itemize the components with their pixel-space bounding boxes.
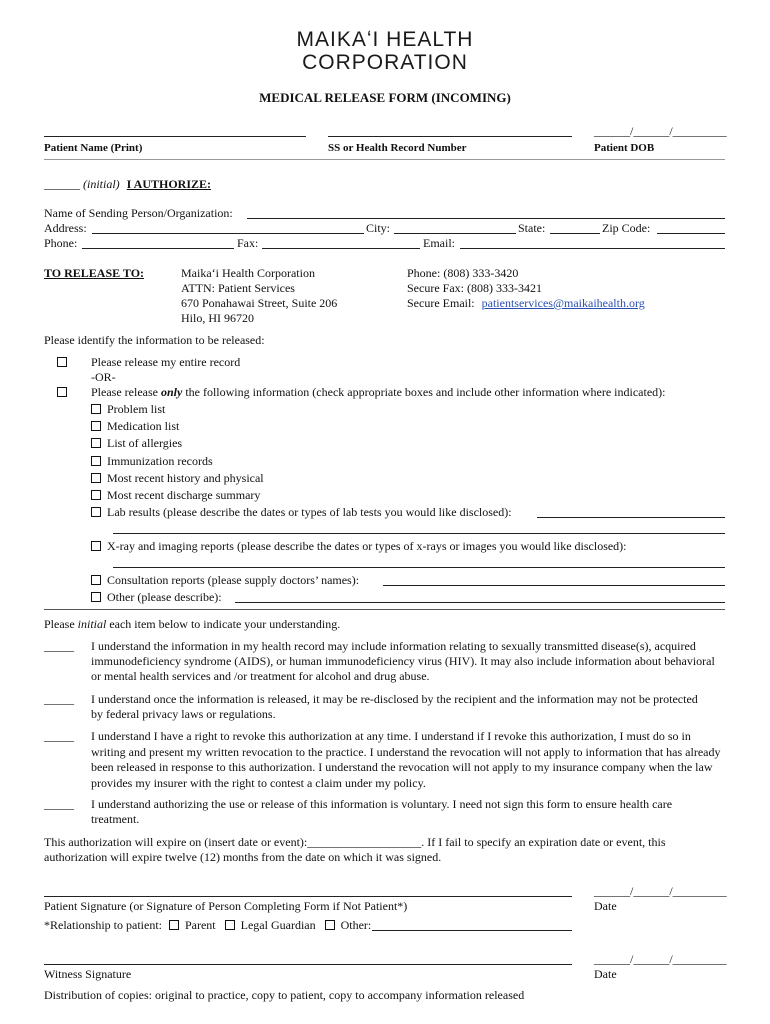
history-physical-checkbox[interactable] xyxy=(91,473,101,483)
release-email-label: Secure Email: xyxy=(407,296,475,310)
xray-checkbox[interactable] xyxy=(91,541,101,551)
immunization-item[interactable]: Immunization records xyxy=(91,454,213,469)
statement-1-text: I understand the information in my health record may include information relating to sexually transmitted disease(s), acquired immunodeficiency syndrome (AIDS), or human immunodeficiency virus (HIV). It may also include information about behavioral or mental health services and /or treatment for alcohol and drug abuse. xyxy=(91,639,715,683)
ss-record-field[interactable] xyxy=(328,136,572,137)
xray-field[interactable] xyxy=(113,567,725,568)
guardian-label: Legal Guardian xyxy=(240,918,316,932)
section-divider-2 xyxy=(44,609,725,610)
patient-signature-label: Patient Signature (or Signature of Person Completing Form if Not Patient*) xyxy=(44,899,408,913)
authorize-initial-text: (initial) xyxy=(83,177,120,191)
statement-3-initial-field[interactable]: _____ xyxy=(44,729,74,743)
statement-2-initial-field[interactable]: _____ xyxy=(44,692,74,706)
entire-record-label: Please release my entire record xyxy=(91,355,241,369)
fax-label: Fax: xyxy=(237,236,259,250)
patient-dob-label: Patient DOB xyxy=(594,142,655,154)
only-following-checkbox[interactable] xyxy=(57,387,67,397)
statement-4-initial-field[interactable]: _____ xyxy=(44,797,74,811)
lab-results-field[interactable] xyxy=(537,517,725,518)
release-city: Hilo, HI 96720 xyxy=(181,311,254,325)
problem-list-item[interactable]: Problem list xyxy=(91,402,165,417)
witness-date-field[interactable]: ______/______/_________ xyxy=(594,952,727,966)
identify-label: Please identify the information to be released: xyxy=(44,333,265,347)
authorize-line xyxy=(44,177,211,192)
ss-record-label: SS or Health Record Number xyxy=(328,142,467,154)
city-label: City: xyxy=(366,221,391,235)
other-field[interactable] xyxy=(235,602,725,603)
distribution-text: Distribution of copies: original to practice, copy to patient, copy to accompany information released xyxy=(44,988,525,1002)
sending-name-field[interactable] xyxy=(247,218,725,219)
consult-field[interactable] xyxy=(383,585,725,586)
release-street: 670 Ponahawai Street, Suite 206 xyxy=(181,296,338,310)
xray-item[interactable]: X-ray and imaging reports (please describe the dates or types of x-rays or images you would like disclosed): xyxy=(91,539,627,554)
patient-name-field[interactable] xyxy=(44,136,306,137)
patient-name-label: Patient Name (Print) xyxy=(44,142,143,154)
other-relationship-checkbox[interactable] xyxy=(325,920,335,930)
logo-line-1: MAIKAʻI HEALTH xyxy=(296,28,474,51)
email-label: Email: xyxy=(423,236,455,250)
initial-prompt: Please initial each item below to indicate your understanding. xyxy=(44,617,341,631)
witness-signature-field[interactable] xyxy=(44,964,572,965)
city-field[interactable] xyxy=(394,233,516,234)
entire-record-checkbox[interactable] xyxy=(57,357,67,367)
sending-name-label: Name of Sending Person/Organization: xyxy=(44,206,233,220)
relationship-label: *Relationship to patient: xyxy=(44,918,162,932)
other-item[interactable]: Other (please describe): xyxy=(91,590,222,605)
patient-signature-field[interactable] xyxy=(44,896,572,897)
lab-results-field-2[interactable] xyxy=(113,533,725,534)
statement-2-text: I understand once the information is released, it may be re-disclosed by the recipient and the information may not be protected by federal privacy laws or regulations. xyxy=(91,692,698,721)
witness-signature-label: Witness Signature xyxy=(44,967,132,981)
guardian-checkbox[interactable] xyxy=(225,920,235,930)
lab-results-item[interactable]: Lab results (please describe the dates or types of lab tests you would like disclosed): xyxy=(91,505,512,520)
phone-field[interactable] xyxy=(82,248,234,249)
other-checkbox[interactable] xyxy=(91,592,101,602)
consult-checkbox[interactable] xyxy=(91,575,101,585)
section-divider xyxy=(44,159,725,160)
allergies-checkbox[interactable] xyxy=(91,438,101,448)
expiry-text: This authorization will expire on (insert date or event):___________________. If I fail to specify an expiration date or event, this authorization will expire twelve (12) months from the date on which it was signed. xyxy=(44,835,666,864)
history-physical-item[interactable]: Most recent history and physical xyxy=(91,471,264,486)
discharge-summary-item[interactable]: Most recent discharge summary xyxy=(91,488,260,503)
release-attn: ATTN: Patient Services xyxy=(181,281,295,295)
address-field[interactable] xyxy=(92,233,364,234)
release-org: Maikaʻi Health Corporation xyxy=(181,266,315,280)
problem-list-checkbox[interactable] xyxy=(91,404,101,414)
medication-list-item[interactable]: Medication list xyxy=(91,419,179,434)
patient-dob-field[interactable]: ______/______/_________ xyxy=(594,124,727,138)
lab-results-checkbox[interactable] xyxy=(91,507,101,517)
witness-date-label: Date xyxy=(594,967,617,981)
only-following-label: Please release only the following information (check appropriate boxes and include other information where indicated): xyxy=(91,385,666,399)
immunization-checkbox[interactable] xyxy=(91,456,101,466)
release-fax: Secure Fax: (808) 333-3421 xyxy=(407,281,542,295)
state-label: State: xyxy=(518,221,546,235)
zip-field[interactable] xyxy=(657,233,725,234)
release-email-line xyxy=(407,296,645,311)
state-field[interactable] xyxy=(550,233,600,234)
statement-3-text: I understand I have a right to revoke this authorization at any time. I understand if I revoke this authorization, I must do so in writing and present my written revocation to the practice. I understand the revocation will not apply to information that has already been released in response to this authorization. I understand the revocation will not apply to my insurance company when the law provides my insurer with the right to contest a claim under my policy. xyxy=(91,729,721,790)
statement-4-text: I understand authorizing the use or release of this information is voluntary. I need not sign this form to ensure health care treatment. xyxy=(91,797,673,826)
fax-field[interactable] xyxy=(262,248,420,249)
or-label: -OR- xyxy=(91,370,116,384)
statement-1-initial-field[interactable]: _____ xyxy=(44,639,74,653)
release-email-link[interactable]: patientservices@maikaihealth.org xyxy=(481,296,645,310)
phone-label: Phone: xyxy=(44,236,78,250)
authorize-label: I AUTHORIZE: xyxy=(126,177,212,191)
other-relationship-label: Other: xyxy=(340,918,372,932)
form-title: MEDICAL RELEASE FORM (INCOMING) xyxy=(259,90,511,105)
relationship-line xyxy=(44,918,371,933)
consult-item[interactable]: Consultation reports (please supply doctors’ names): xyxy=(91,573,359,588)
authorize-initial-field[interactable]: ______ xyxy=(44,177,80,191)
release-phone: Phone: (808) 333-3420 xyxy=(407,266,519,280)
medication-list-checkbox[interactable] xyxy=(91,421,101,431)
allergies-item[interactable]: List of allergies xyxy=(91,436,182,451)
signature-date-field[interactable]: ______/______/_________ xyxy=(594,884,727,898)
signature-date-label: Date xyxy=(594,899,617,913)
parent-label: Parent xyxy=(184,918,216,932)
other-relationship-field[interactable] xyxy=(372,930,572,931)
email-field[interactable] xyxy=(460,248,725,249)
discharge-summary-checkbox[interactable] xyxy=(91,490,101,500)
parent-checkbox[interactable] xyxy=(169,920,179,930)
release-to-label: TO RELEASE TO: xyxy=(44,266,145,280)
address-label: Address: xyxy=(44,221,87,235)
zip-label: Zip Code: xyxy=(602,221,651,235)
logo-line-2: CORPORATION xyxy=(302,51,468,74)
